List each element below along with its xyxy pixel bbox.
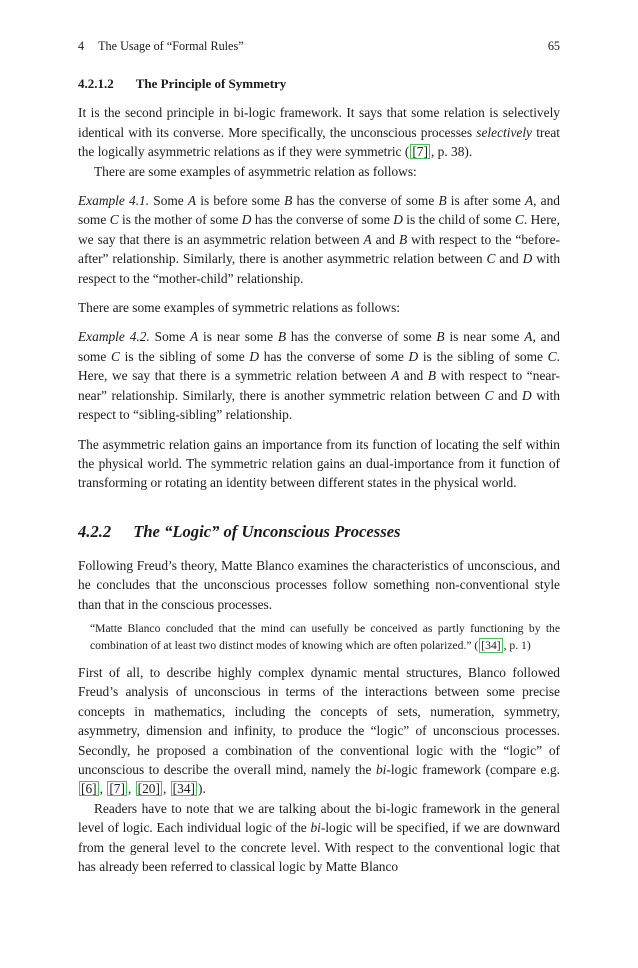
header-chapter bbox=[78, 38, 244, 54]
var: A bbox=[363, 231, 372, 247]
var: D bbox=[521, 387, 532, 403]
var: D bbox=[241, 212, 252, 228]
var: B bbox=[436, 329, 445, 345]
var: A bbox=[524, 329, 533, 345]
example-label: Example 4.2. bbox=[78, 329, 150, 345]
text: -logic framework (compare e.g. bbox=[386, 761, 560, 777]
text: and bbox=[399, 368, 428, 384]
text: Some bbox=[149, 193, 188, 209]
citation-link[interactable]: [7] bbox=[109, 781, 125, 797]
text: is the sibling of some bbox=[119, 348, 250, 364]
text: Readers have to note that we are talking about the bi-logic framework in the general level of logic. Each individual logic of the bbox=[78, 800, 560, 836]
text: Some bbox=[149, 329, 191, 345]
text: and bbox=[495, 251, 523, 267]
running-header bbox=[78, 38, 560, 54]
page bbox=[78, 38, 560, 876]
example-4-2 bbox=[78, 327, 560, 424]
var: D bbox=[393, 212, 403, 228]
text: is the sibling of some bbox=[418, 348, 548, 364]
var: A bbox=[187, 193, 197, 209]
chapter-title: The Usage of “Formal Rules” bbox=[98, 39, 244, 53]
var: C bbox=[110, 348, 120, 364]
var: B bbox=[438, 193, 447, 209]
emphasis: bi bbox=[310, 820, 321, 836]
section-heading-4-2-1-2 bbox=[78, 74, 560, 93]
var: C bbox=[109, 212, 119, 228]
var: D bbox=[408, 348, 419, 364]
emphasis: selectively bbox=[476, 124, 533, 140]
paragraph-freud-theory: Following Freud’s theory, Matte Blanco examines the characteristics of unconscious, and he concludes that the unconscious processes follow something non-conventional style than that in the conscious processes. bbox=[78, 557, 560, 612]
example-label: Example 4.1. bbox=[78, 193, 150, 209]
section-number: 4.2.2 bbox=[78, 521, 112, 541]
var: D bbox=[522, 251, 533, 267]
text: . Here, we say that there is an asymmetric relation between bbox=[78, 212, 560, 247]
text: ). bbox=[197, 781, 206, 797]
var: B bbox=[277, 329, 287, 345]
paragraph-readers-note bbox=[78, 799, 560, 877]
block-quote bbox=[90, 620, 560, 654]
var: B bbox=[398, 231, 408, 247]
quote-text: “Matte Blanco concluded that the mind can usefully be conceived as partly functioning by the combination of at least two distinct modes of knowing which are often polarized.” ( bbox=[90, 621, 560, 652]
text: has the converse of some bbox=[292, 193, 439, 209]
var: C bbox=[514, 212, 524, 228]
section-title: The “Logic” of Unconscious Processes bbox=[133, 521, 401, 541]
text: with respect to “near-near” relationship. Similarly, there is another symmetric relation between bbox=[78, 368, 560, 403]
text: , p. 1) bbox=[503, 638, 531, 652]
text: , and some bbox=[78, 193, 560, 228]
paragraph-asym-examples-intro: There are some examples of asymmetric relation as follows: bbox=[94, 163, 417, 179]
text: , and some bbox=[78, 329, 561, 364]
citation-link[interactable]: [34] bbox=[481, 638, 501, 652]
text: has the converse of some bbox=[286, 329, 437, 345]
text: , bbox=[99, 781, 107, 797]
section-title: The Principle of Symmetry bbox=[135, 76, 287, 91]
var: C bbox=[486, 251, 496, 267]
var: C bbox=[484, 387, 494, 403]
paragraph-blanco-analysis bbox=[78, 663, 560, 799]
text: , p. 38). bbox=[430, 144, 473, 160]
text: is near some bbox=[198, 329, 278, 345]
section-number: 4.2.1.2 bbox=[78, 76, 114, 91]
text: It is the second principle in bi-logic framework. It says that some relation is selectively identical with its converse. More specifically, the unconscious processes bbox=[78, 105, 560, 140]
var: A bbox=[190, 329, 199, 345]
citation-link[interactable]: [34] bbox=[172, 781, 195, 797]
text: with respect to the “mother-child” relationship. bbox=[78, 251, 561, 286]
var: B bbox=[284, 193, 293, 209]
var: A bbox=[391, 368, 400, 384]
text: is after some bbox=[446, 193, 525, 209]
citation-link[interactable]: [6] bbox=[81, 781, 97, 797]
page-number: 65 bbox=[547, 39, 560, 53]
text: -logic will be specified, if we are downward from the general level to the concrete level. With respect to the conventional logic that has already been referred to classical logic by Matte Blanco bbox=[78, 820, 560, 874]
text: treat the logically asymmetric relations as if they were symmetric ( bbox=[78, 124, 560, 160]
text: . Here, we say that there is a symmetric relation between bbox=[78, 348, 560, 384]
paragraph-sym-examples-intro: There are some examples of symmetric relations as follows: bbox=[78, 300, 401, 316]
text: , bbox=[162, 781, 170, 797]
section-heading-4-2-2 bbox=[78, 522, 560, 542]
paragraph-symmetry-intro bbox=[78, 103, 560, 161]
citation-link[interactable]: [20] bbox=[137, 781, 160, 797]
paragraph-relations-importance: The asymmetric relation gains an importance from its function of locating the self within the physical world. The symmetric relation gains an dual-importance from it function of transforming or rotating an identity between different states in the physical world. bbox=[78, 436, 560, 491]
citation-link[interactable]: [7] bbox=[412, 144, 428, 160]
text: is before some bbox=[196, 193, 285, 209]
var: D bbox=[249, 348, 260, 364]
text: with respect to “sibling-sibling” relationship. bbox=[78, 387, 561, 423]
var: A bbox=[524, 193, 534, 209]
text: and bbox=[371, 231, 399, 247]
example-4-1 bbox=[78, 191, 560, 288]
text: is near some bbox=[444, 329, 525, 345]
text: is the mother of some bbox=[118, 212, 242, 228]
text: and bbox=[493, 387, 522, 403]
var: B bbox=[427, 368, 437, 384]
chapter-number: 4 bbox=[78, 39, 85, 53]
text: has the converse of some bbox=[251, 212, 394, 228]
emphasis: bi bbox=[375, 761, 387, 777]
text: , bbox=[127, 781, 135, 797]
text: with respect to the “before-after” relationship. Similarly, there is another asymmetric relation between bbox=[78, 231, 561, 267]
text: First of all, to describe highly complex dynamic mental structures, Blanco followed Freud’s analysis of unconscious in terms of the interactions between some precise concepts in mathematics, including the concepts of sets, numeration, symmetry, asymmetry, dimension and infinity, to produce the “logic” of unconscious processes. Secondly, he proposed a combination of the conventional logic with the “logic” of unconscious to describe the overall mind, namely the bbox=[78, 664, 560, 777]
text: is the child of some bbox=[402, 212, 515, 228]
var: C bbox=[547, 348, 557, 364]
text: has the converse of some bbox=[259, 348, 409, 364]
